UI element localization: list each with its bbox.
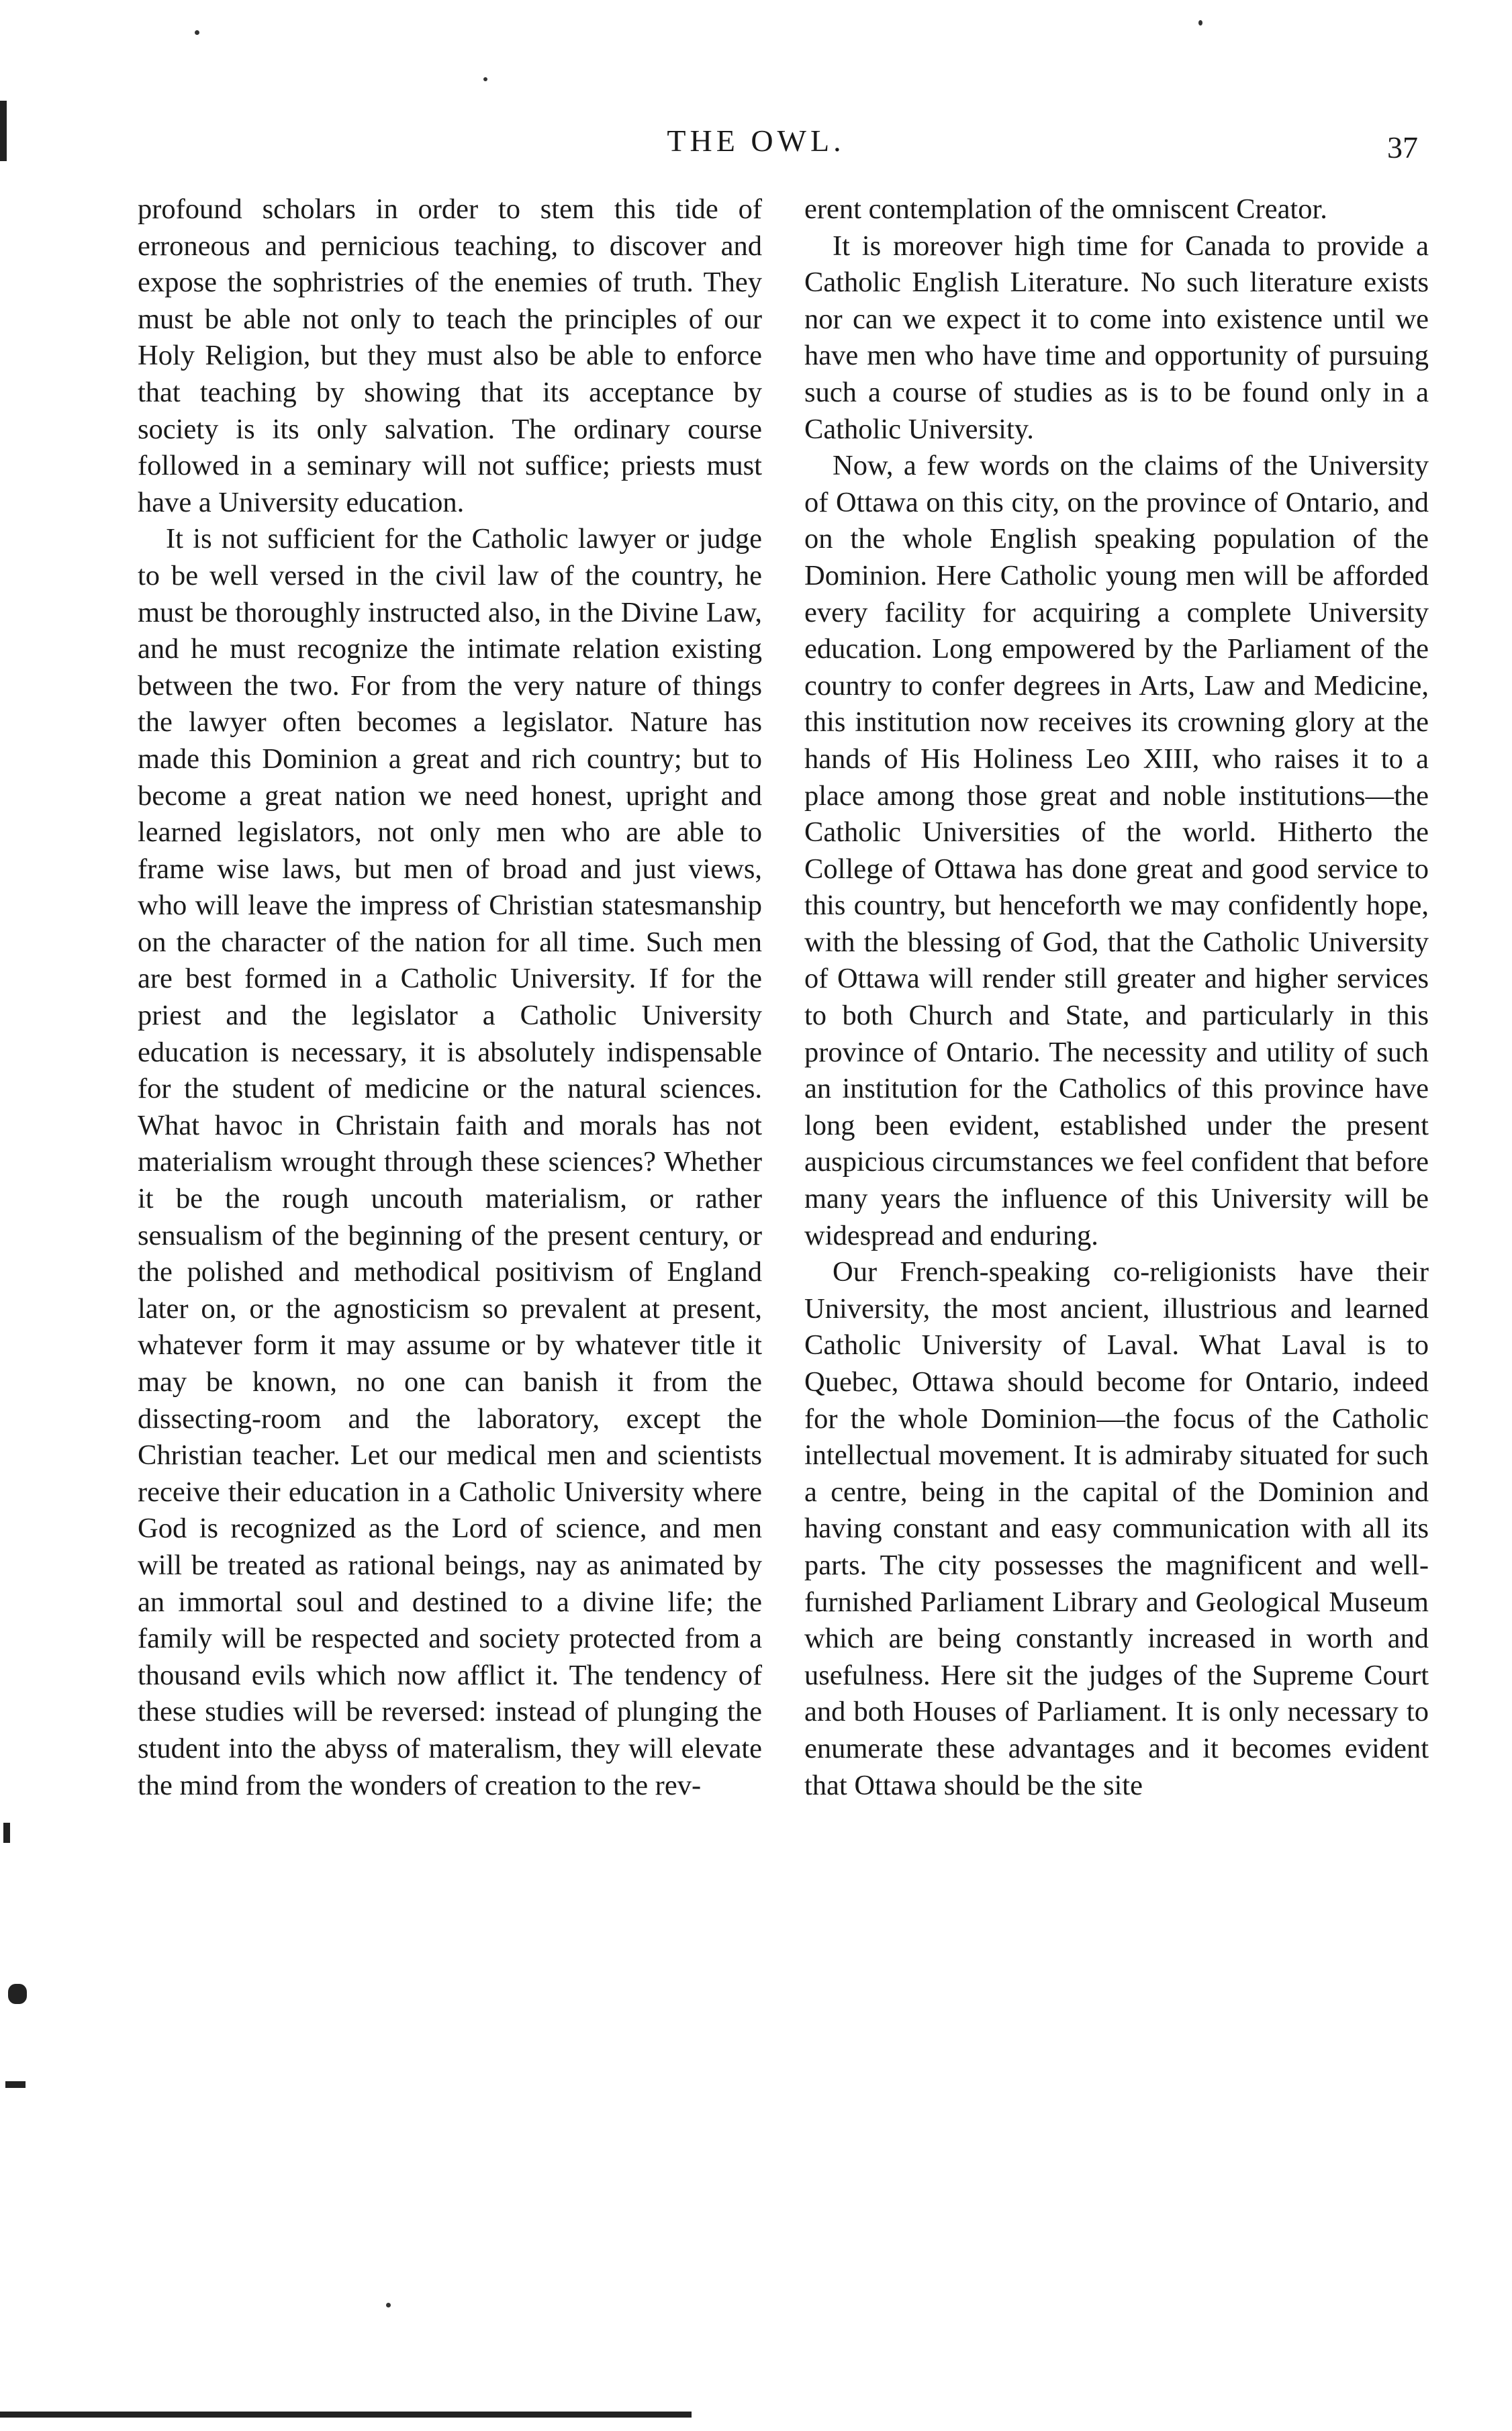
scan-speck	[386, 2303, 391, 2307]
paragraph: Our French-speaking co-religionists have their University, the most ancient, illustrious and learned Catholic University of Laval. What Laval is to Quebec, Ottawa should become for Ontario, indeed for the whole Dominion—the focus of the Catholic intellectual movement. It is admiraby situated for such a centre, being in the capital of the Dominion and having constant and easy communication with all its parts. The city possesses the magnificent and well-furnished Parliament Library and Geological Museum which are being constantly increased in worth and usefulness. Here sit the judges of the Supreme Court and both Houses of Parliament. It is only necessary to enumerate these advantages and it becomes evident that Ottawa should be the site	[804, 1256, 1429, 1801]
running-head	[0, 117, 1512, 164]
margin-mark	[5, 2081, 26, 2088]
paragraph: It is not sufficient for the Catholic lawyer or judge to be well versed in the civil law of the country, he must be thoroughly instructed also, in the Divine Law, and he must recognize the intimate relation existing between the two. For from the very nature of things the lawyer often becomes a legislator. Nature has made this Dominion a great and rich country; but to become a great nation we need honest, upright and learned legislators, not only men who are able to frame wise laws, but men of broad and just views, who will leave the impress of Christian statesmanship on the character of the nation for all time. Such men are best formed in a Catholic University. If for the priest and the legislator a Catholic University education is necessary, it is absolutely indispensable for the student of medicine or the natural sciences. What havoc in Christain faith and morals has not materialism wrought through these sciences? Whether it be the rough uncouth materialism, or rather sensualism of the beginning of the present century, or the polished and methodical positivism of England later on, or the agnosticism so prevalent at present, whatever form it may assume or by whatever title it may be known, no one can banish it from the dissecting-room and the laboratory, except the Christian teacher. Let our medical men and scientists receive their education in a Catholic University where God is recognized as the Lord of science, and men will be treated as rational beings, nay as animated by an immortal soul and destined to a divine life; the family will be respected and society protected from a thousand evils which now afflict it. The tendency of these studies will be reversed: instead of plunging the student into the abyss of materalism, they will elevate the mind from the wonders of creation to the rev-	[138, 523, 762, 1801]
left-column	[138, 191, 762, 1804]
paragraph: profound scholars in order to stem this tide of erroneous and pernicious teaching, to discover and expose the sophristries of the enemies of truth. They must be able not only to teach the principles of our Holy Religion, but they must also be able to enforce that teaching by showing that its acceptance by society is its only salvation. The ordinary course followed in a seminary will not suffice; priests must have a University education.	[138, 193, 762, 518]
scan-speck	[1198, 20, 1202, 26]
margin-mark	[3, 1823, 10, 1843]
running-title: THE OWL.	[667, 124, 845, 158]
margin-mark	[8, 1984, 27, 2004]
page-number: 37	[1387, 130, 1418, 164]
scan-speck	[195, 30, 199, 35]
scan-speck	[483, 77, 487, 81]
margin-mark	[0, 101, 7, 161]
bottom-rule	[0, 2412, 692, 2418]
paragraph: It is moreover high time for Canada to provide a Catholic English Literature. No such literature exists nor can we expect it to come into existence until we have men who have time and opportunity of pursuing such a course of studies as is to be found only in a Catholic University.	[804, 230, 1429, 445]
paragraph: Now, a few words on the claims of the University of Ottawa on this city, on the province of Ontario, and on the whole English speaking population of the Dominion. Here Catholic young men will be afforded every facility for acquiring a complete University education. Long empowered by the Parliament of the country to confer degrees in Arts, Law and Medicine, this institution now receives its crowning glory at the hands of His Holiness Leo XIII, who raises it to a place among those great and noble institutions—the Catholic Universities of the world. Hitherto the College of Ottawa has done great and good service to this country, but henceforth we may confidently hope, with the blessing of God, that the Catholic University of Ottawa will render still greater and higher services to both Church and State, and particularly in this province of Ontario. The necessity and utility of such an institution for the Catholics of this province have long been evident, established under the present auspicious circumstances we feel confident that before many years the influence of this University will be widespread and enduring.	[804, 450, 1429, 1251]
right-column	[804, 191, 1429, 1804]
paragraph: erent contemplation of the omniscent Creator.	[804, 193, 1327, 225]
